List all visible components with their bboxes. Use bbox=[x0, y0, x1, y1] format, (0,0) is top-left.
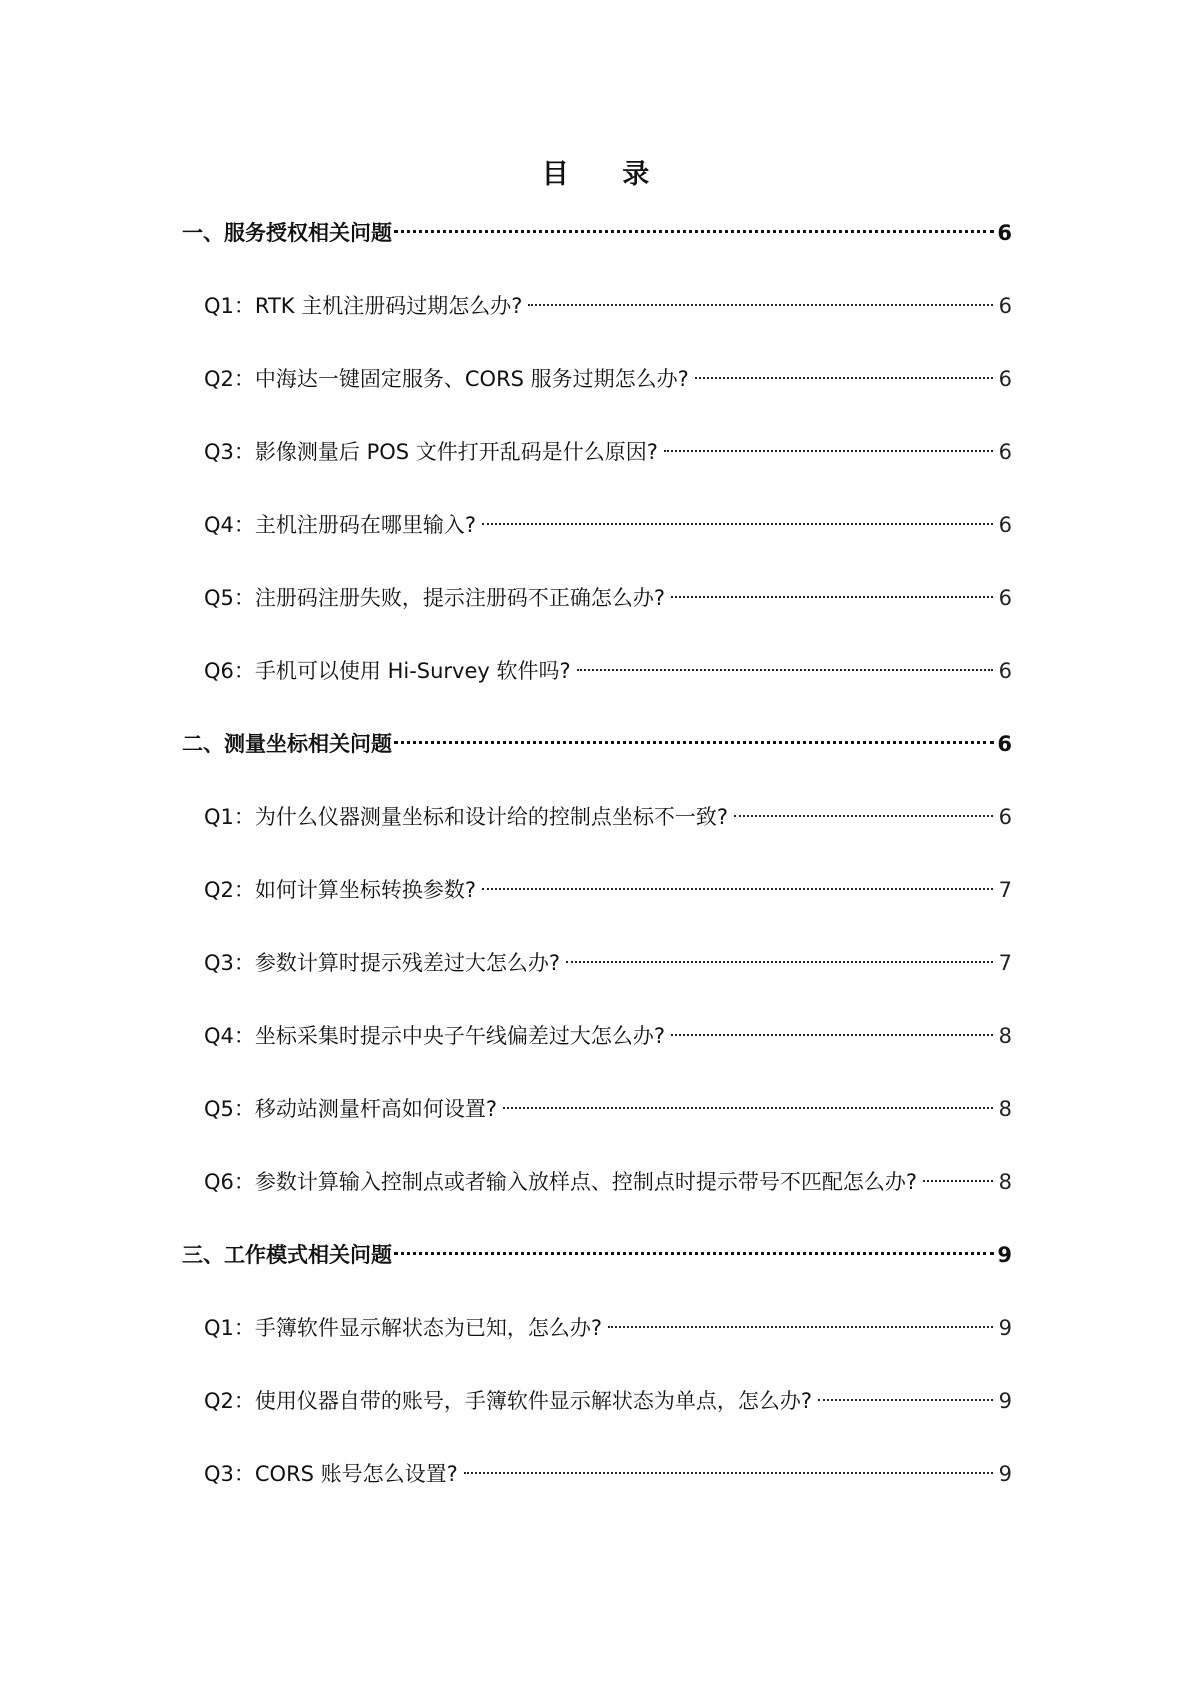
toc-entry-text: 二、测量坐标相关问题 bbox=[182, 732, 392, 756]
toc-question-entry[interactable] bbox=[182, 1021, 1012, 1094]
toc-question-entry[interactable] bbox=[182, 1459, 1012, 1532]
toc-entry-text: Q2：中海达一键固定服务、CORS 服务过期怎么办? bbox=[204, 367, 689, 391]
toc-page-number: 7 bbox=[998, 951, 1012, 975]
toc-entry-text: Q5：移动站测量杆高如何设置? bbox=[204, 1097, 498, 1121]
toc-entry-text: 三、工作模式相关问题 bbox=[182, 1243, 392, 1267]
dot-leader bbox=[671, 596, 993, 598]
dot-leader bbox=[577, 669, 993, 671]
toc-question-entry[interactable] bbox=[182, 364, 1012, 437]
dot-leader bbox=[394, 230, 994, 233]
toc-question-entry[interactable] bbox=[182, 656, 1012, 729]
toc-page-number: 9 bbox=[997, 1243, 1012, 1267]
toc-section-entry[interactable] bbox=[182, 218, 1012, 291]
dot-leader bbox=[608, 1326, 993, 1328]
toc-question-entry[interactable] bbox=[182, 1094, 1012, 1167]
toc-page-number: 6 bbox=[998, 805, 1012, 829]
toc-section-entry[interactable] bbox=[182, 729, 1012, 802]
dot-leader bbox=[923, 1180, 993, 1182]
toc-page-number: 6 bbox=[998, 586, 1012, 610]
dot-leader bbox=[734, 815, 993, 817]
toc-page-number: 8 bbox=[998, 1097, 1012, 1121]
toc-page-number: 8 bbox=[998, 1170, 1012, 1194]
dot-leader bbox=[528, 304, 992, 306]
dot-leader bbox=[664, 450, 993, 452]
toc-page-number: 6 bbox=[998, 440, 1012, 464]
toc-entry-text: Q3：CORS 账号怎么设置? bbox=[204, 1462, 458, 1486]
dot-leader bbox=[503, 1107, 993, 1109]
toc-page-number: 8 bbox=[998, 1024, 1012, 1048]
toc-question-entry[interactable] bbox=[182, 948, 1012, 1021]
toc-question-entry[interactable] bbox=[182, 583, 1012, 656]
toc-question-entry[interactable] bbox=[182, 875, 1012, 948]
dot-leader bbox=[482, 523, 993, 525]
toc-question-entry[interactable] bbox=[182, 437, 1012, 510]
toc-question-entry[interactable] bbox=[182, 1313, 1012, 1386]
toc-page-number: 6 bbox=[998, 294, 1012, 318]
toc-entry-text: Q6：参数计算输入控制点或者输入放样点、控制点时提示带号不匹配怎么办? bbox=[204, 1170, 918, 1194]
toc-question-entry[interactable] bbox=[182, 802, 1012, 875]
toc-title: 目 录 bbox=[541, 159, 672, 190]
toc-entry-text: 一、服务授权相关问题 bbox=[182, 221, 392, 245]
toc-page-number: 6 bbox=[998, 513, 1012, 537]
toc-page-number: 7 bbox=[998, 878, 1012, 902]
toc-entry-text: Q4：主机注册码在哪里输入? bbox=[204, 513, 477, 537]
dot-leader bbox=[818, 1399, 993, 1401]
toc-question-entry[interactable] bbox=[182, 1167, 1012, 1240]
toc-entry-text: Q1：RTK 主机注册码过期怎么办? bbox=[204, 294, 523, 318]
toc-entry-text: Q1：为什么仪器测量坐标和设计给的控制点坐标不一致? bbox=[204, 805, 729, 829]
toc-question-entry[interactable] bbox=[182, 291, 1012, 364]
dot-leader bbox=[464, 1472, 993, 1474]
toc-entry-text: Q3：影像测量后 POS 文件打开乱码是什么原因? bbox=[204, 440, 658, 464]
toc-page-number: 9 bbox=[998, 1462, 1012, 1486]
toc-page-number: 6 bbox=[997, 221, 1012, 245]
toc-page-number: 9 bbox=[998, 1389, 1012, 1413]
toc-section-entry[interactable] bbox=[182, 1240, 1012, 1313]
toc-page-number: 6 bbox=[998, 367, 1012, 391]
toc-entry-text: Q1：手簿软件显示解状态为已知，怎么办? bbox=[204, 1316, 603, 1340]
toc-entry-text: Q5：注册码注册失败，提示注册码不正确怎么办? bbox=[204, 586, 666, 610]
toc-entry-text: Q4：坐标采集时提示中央子午线偏差过大怎么办? bbox=[204, 1024, 666, 1048]
toc-question-entry[interactable] bbox=[182, 1386, 1012, 1459]
toc-page-number: 9 bbox=[998, 1316, 1012, 1340]
dot-leader bbox=[394, 741, 994, 744]
toc-entry-text: Q3：参数计算时提示残差过大怎么办? bbox=[204, 951, 561, 975]
toc-entry-text: Q6：手机可以使用 Hi-Survey 软件吗? bbox=[204, 659, 571, 683]
toc-question-entry[interactable] bbox=[182, 510, 1012, 583]
dot-leader bbox=[695, 377, 993, 379]
dot-leader bbox=[482, 888, 993, 890]
dot-leader bbox=[566, 961, 993, 963]
toc-page-number: 6 bbox=[997, 732, 1012, 756]
toc-list bbox=[182, 218, 1012, 1532]
toc-page-number: 6 bbox=[998, 659, 1012, 683]
dot-leader bbox=[671, 1034, 993, 1036]
dot-leader bbox=[394, 1252, 994, 1255]
toc-entry-text: Q2：使用仪器自带的账号，手簿软件显示解状态为单点，怎么办? bbox=[204, 1389, 813, 1413]
toc-entry-text: Q2：如何计算坐标转换参数? bbox=[204, 878, 477, 902]
